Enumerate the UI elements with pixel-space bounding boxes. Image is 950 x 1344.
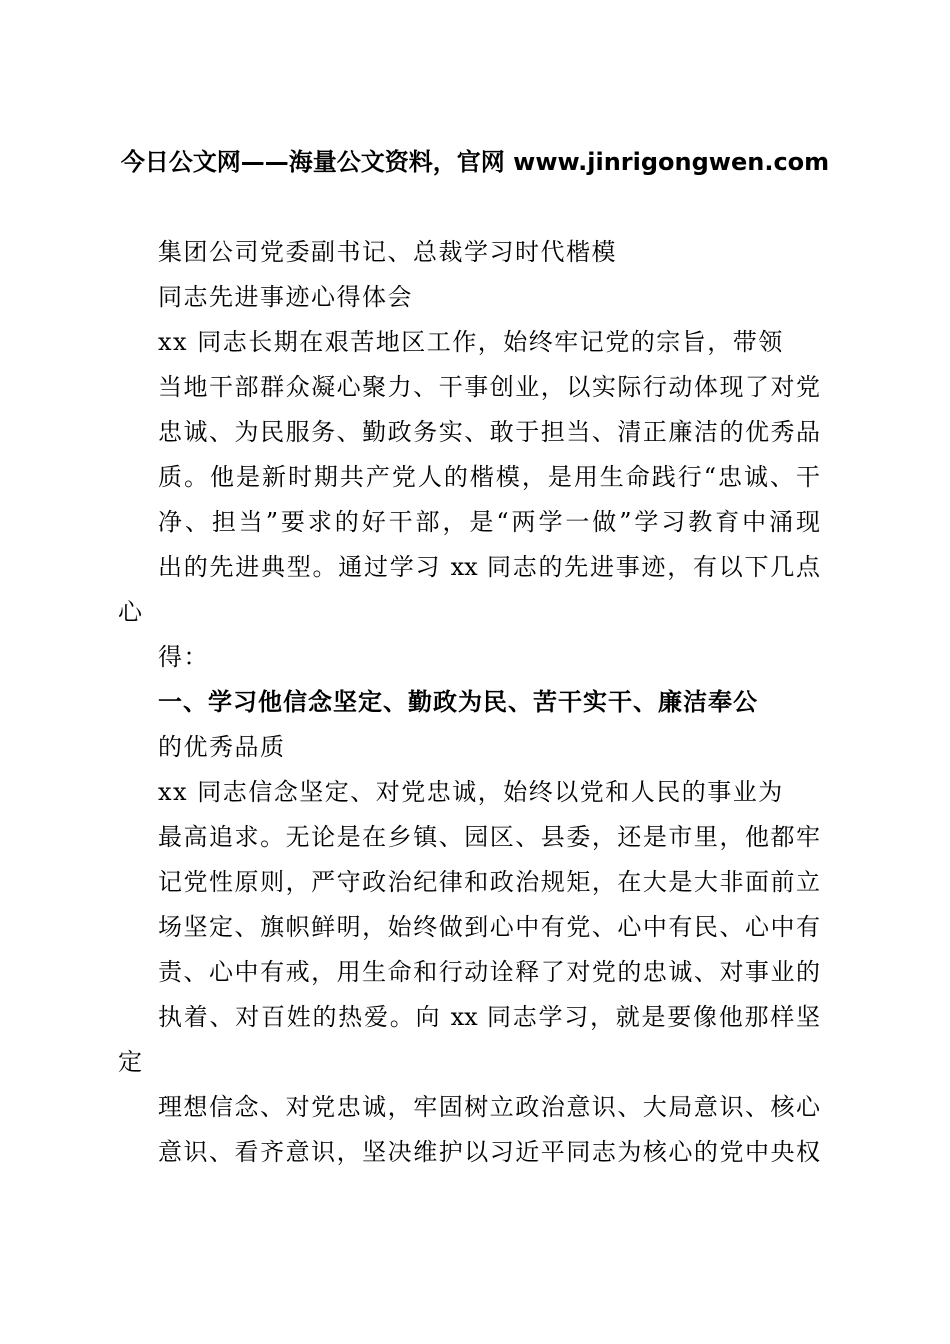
paragraph-line: 当地干部群众凝心聚力、干事创业，以实际行动体现了对党 xyxy=(158,373,820,401)
paragraph-line: 最高追求。无论是在乡镇、园区、县委，还是市里，他都牢 xyxy=(158,823,820,851)
paragraph-line: 净、担当”要求的好干部，是“两学一做”学习教育中涌现 xyxy=(158,508,820,536)
section-heading-continuation: 的优秀品质 xyxy=(158,733,286,761)
paragraph-line: xx 同志信念坚定、对党忠诚，始终以党和人民的事业为 xyxy=(158,778,784,806)
paragraph-line: 意识、看齐意识，坚决维护以习近平同志为核心的党中央权 xyxy=(158,1138,820,1166)
paragraph-line: 出的先进典型。通过学习 xx 同志的先进事迹，有以下几点 xyxy=(158,553,820,581)
paragraph-line: 忠诚、为民服务、勤政务实、敢于担当、清正廉洁的优秀品 xyxy=(158,418,820,446)
paragraph-line: 定 xyxy=(118,1048,144,1076)
paragraph-line: 心 xyxy=(118,598,144,626)
paragraph-line: 场坚定、旗帜鲜明，始终做到心中有党、心中有民、心中有 xyxy=(158,913,820,941)
paragraph-line: xx 同志长期在艰苦地区工作，始终牢记党的宗旨，带领 xyxy=(158,328,784,356)
paragraph-line: 责、心中有戒，用生命和行动诠释了对党的忠诚、对事业的 xyxy=(158,958,820,986)
paragraph-line: 得： xyxy=(158,643,209,671)
section-heading: 一、学习他信念坚定、勤政为民、苦干实干、廉洁奉公 xyxy=(158,688,758,716)
paragraph-line: 质。他是新时期共产党人的楷模，是用生命践行“忠诚、干 xyxy=(158,463,820,491)
title-line-2: 同志先进事迹心得体会 xyxy=(158,283,413,311)
paragraph-line: 记党性原则，严守政治纪律和政治规矩，在大是大非面前立 xyxy=(158,868,820,896)
title-line-1: 集团公司党委副书记、总裁学习时代楷模 xyxy=(158,238,617,266)
page-header: 今日公文网——海量公文资料，官网 www.jinrigongwen.com xyxy=(120,148,830,176)
paragraph-line: 理想信念、对党忠诚，牢固树立政治意识、大局意识、核心 xyxy=(158,1093,820,1121)
paragraph-line: 执着、对百姓的热爱。向 xx 同志学习，就是要像他那样坚 xyxy=(158,1003,820,1031)
